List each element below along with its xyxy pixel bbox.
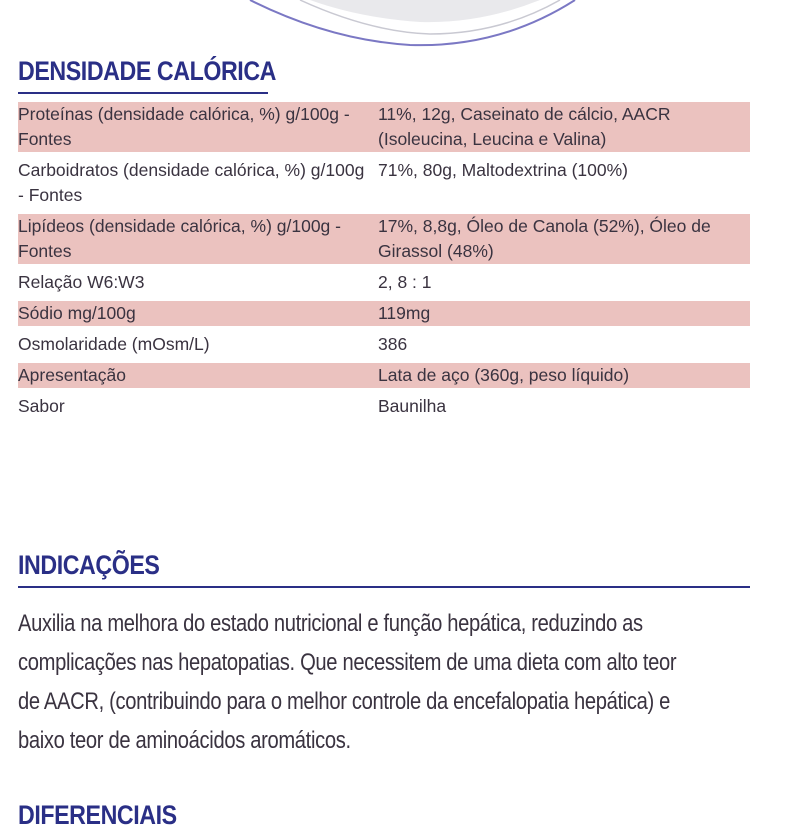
spec-row <box>18 332 750 363</box>
spec-value: 386 <box>378 332 750 363</box>
spec-label: Proteínas (densidade calórica, %) g/100g - Fontes <box>18 102 378 158</box>
densidade-heading-underline <box>18 92 268 94</box>
spec-value: 11%, 12g, Caseinato de cálcio, AACR (Isoleucina, Leucina e Valina) <box>378 102 750 158</box>
spec-row <box>18 301 750 332</box>
spec-label: Carboidratos (densidade calórica, %) g/100g - Fontes <box>18 158 378 214</box>
indicacoes-heading: INDICAÇÕES <box>18 550 160 580</box>
densidade-calorica-heading: DENSIDADE CALÓRICA <box>18 56 277 86</box>
spec-row <box>18 270 750 301</box>
indicacoes-heading-underline <box>18 586 750 588</box>
spec-value: 17%, 8,8g, Óleo de Canola (52%), Óleo de Girassol (48%) <box>378 214 750 270</box>
nutrition-spec-table <box>18 102 750 425</box>
spec-label: Apresentação <box>18 363 378 394</box>
indicacoes-line: complicações nas hepatopatias. Que necessitem de uma dieta com alto teor <box>18 649 677 676</box>
spec-row <box>18 363 750 394</box>
spec-label: Lipídeos (densidade calórica, %) g/100g - Fontes <box>18 214 378 270</box>
spec-label: Relação W6:W3 <box>18 270 378 301</box>
product-image-fragment <box>0 0 800 60</box>
spec-label: Sódio mg/100g <box>18 301 378 332</box>
indicacoes-text <box>18 604 758 760</box>
spec-value: Lata de aço (360g, peso líquido) <box>378 363 750 394</box>
indicacoes-line: Auxilia na melhora do estado nutricional e função hepática, reduzindo as <box>18 610 643 637</box>
spec-row <box>18 394 750 425</box>
spec-row <box>18 214 750 270</box>
spec-row <box>18 102 750 158</box>
spec-value: 119mg <box>378 301 750 332</box>
diferenciais-heading: DIFERENCIAIS <box>18 800 177 830</box>
spec-value: 71%, 80g, Maltodextrina (100%) <box>378 158 750 214</box>
spec-value: Baunilha <box>378 394 750 425</box>
spec-row <box>18 158 750 214</box>
indicacoes-line: de AACR, (contribuindo para o melhor controle da encefalopatia hepática) e <box>18 688 671 715</box>
indicacoes-line: baixo teor de aminoácidos aromáticos. <box>18 727 351 754</box>
spec-label: Osmolaridade (mOsm/L) <box>18 332 378 363</box>
spec-label: Sabor <box>18 394 378 425</box>
spec-value: 2, 8 : 1 <box>378 270 750 301</box>
